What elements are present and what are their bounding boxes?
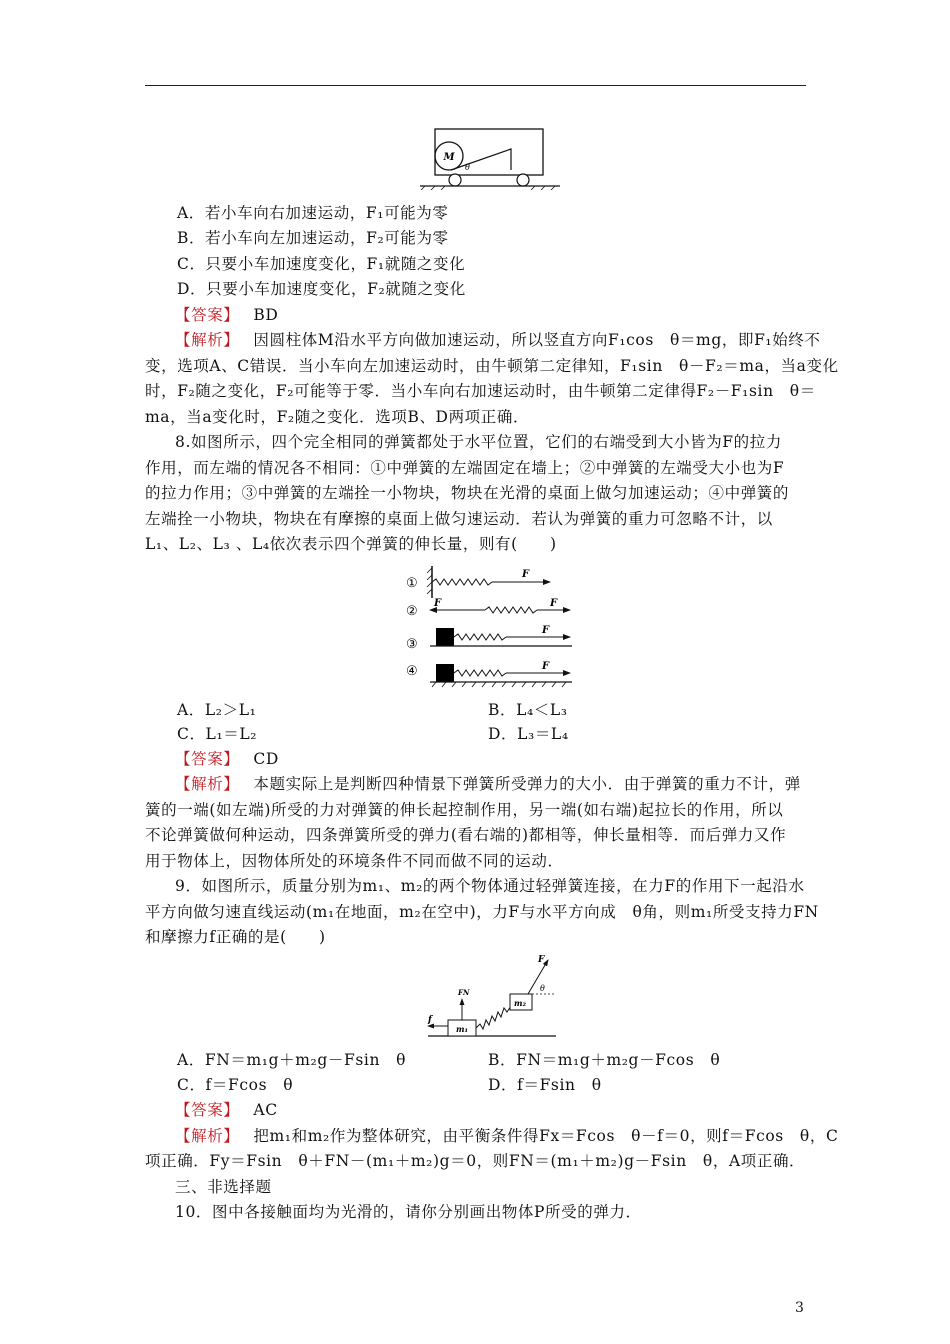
q7-analysis-text-1: 因圆柱体M沿水平方向做加速运动，所以竖直方向F₁cos θ＝mg，即F₁始终不 [253,331,821,349]
q8-analysis-tag: 【解析】 [175,775,240,793]
q8-analysis-line-1 [175,774,855,794]
q8-analysis-line-3: 不论弹簧做何种运动，四条弹簧所受的弹力(看右端的)都相等，伸长量相等．而后弹力又作 [145,826,787,844]
q8-option-b: B．L₄＜L₃ [488,701,568,719]
q7-analysis-line-2: 变，选项A、C错误．当小车向左加速运动时，由牛顿第二定律知，F₁sin θ－F₂＝ma，当a变化 [145,357,839,375]
q8-label-1: ① [406,576,418,591]
q9-stem-line-3: 和摩擦力f正确的是( ) [145,928,326,946]
q8-label-2: ② [406,604,418,619]
q7-analysis-line-4: ma，当a变化时，F₂随之变化．选项B、D两项正确． [145,408,530,426]
q9-analysis-line-2: 项正确．Fy＝Fsin θ＋FN－(m₁＋m₂)g＝0，则FN＝(m₁＋m₂)g－Fsin θ，A项正确． [145,1152,806,1170]
q7-angle-label: θ [465,163,470,172]
q8-force-label-2b: F [550,598,558,609]
section-heading: 三、非选择题 [175,1178,272,1196]
q8-stem-line-4: 左端拴一小物块，物块在有摩擦的桌面上做匀速运动．若认为弹簧的重力可忽略不计，以 [145,510,773,528]
q8-stem-line-5: L₁、L₂、L₃ 、L₄依次表示四个弹簧的伸长量，则有( ) [145,535,557,553]
q8-stem-line-3: 的拉力作用；③中弹簧的左端拴一小物块，物块在光滑的桌面上做匀加速运动；④中弹簧的 [145,484,790,502]
q8-answer-tag: 【答案】 [175,750,240,768]
q7-answer-value: BD [253,306,279,324]
q8-force-label-4: F [542,661,550,672]
q8-stem-line-1: 8.如图所示，四个完全相同的弹簧都处于水平位置，它们的右端受到大小皆为F的拉力 [175,433,782,451]
q8-option-d: D．L₃＝L₄ [488,725,569,743]
q9-m2-label: m₂ [514,998,526,1008]
q8-force-label-3: F [542,625,550,636]
q9-m1-label: m₁ [456,1024,468,1034]
q9-answer-value: AC [253,1101,278,1119]
q7-option-a: A．若小车向右加速运动，F₁可能为零 [177,204,449,222]
q7-ball-label: M [443,152,455,163]
q9-answer [175,1100,855,1120]
q7-analysis-tag: 【解析】 [175,331,240,349]
q8-analysis-line-4: 用于物体上，因物体所处的环境条件不同而做不同的运动． [145,852,564,870]
q8-answer-value: CD [253,750,279,768]
q9-option-b: B．FN＝m₁g＋m₂g－Fcos θ [488,1051,721,1069]
q9-analysis-tag: 【解析】 [175,1127,240,1145]
q7-analysis-line-3: 时，F₂随之变化，F₂可能等于零．当小车向右加速运动时，由牛顿第二定律得F₂－F₁sin θ＝ [145,382,816,400]
q8-analysis-text-1: 本题实际上是判断四种情景下弹簧所受弹力的大小．由于弹簧的重力不计，弹 [253,775,801,793]
q7-answer [175,305,855,325]
q7-analysis-line-1 [175,330,855,350]
q9-theta-label: θ [540,984,545,993]
q9-answer-tag: 【答案】 [175,1101,240,1119]
q10-stem: 10．图中各接触面均为光滑的，请你分别画出物体P所受的弹力． [175,1203,642,1221]
q8-force-label-2a: F [434,598,442,609]
q9-option-a: A．FN＝m₁g＋m₂g－Fsin θ [177,1051,407,1069]
q8-label-4: ④ [406,664,418,679]
q9-f-label: f [428,1015,432,1025]
q9-stem-line-2: 平方向做匀速直线运动(m₁在地面，m₂在空中)，力F与水平方向成 θ角，则m₁所受支持力FN [145,903,819,921]
q7-option-d: D．只要小车加速度变化，F₂就随之变化 [177,280,466,298]
q8-force-label-1: F [522,569,530,580]
q8-springs-figure [400,560,580,690]
q7-answer-tag: 【答案】 [175,306,240,324]
q7-cart-figure [415,125,565,190]
q9-option-d: D．f＝Fsin θ [488,1076,602,1094]
q7-option-b: B．若小车向左加速运动，F₂可能为零 [177,229,449,247]
q7-option-c: C．只要小车加速度变化，F₁就随之变化 [177,255,466,273]
q8-analysis-line-2: 簧的一端(如左端)所受的力对弹簧的伸长起控制作用，另一端(如右端)起拉长的作用，所以 [145,801,784,819]
page-number: 3 [795,1300,804,1316]
q8-option-a: A．L₂＞L₁ [177,701,257,719]
q9-F-label: F [538,955,545,965]
header-rule [145,85,806,86]
q8-answer [175,749,855,769]
q8-stem-line-2: 作用，而左端的情况各不相同：①中弹簧的左端固定在墙上；②中弹簧的左端受大小也为F [145,459,785,477]
q9-stem-line-1: 9．如图所示，质量分别为m₁、m₂的两个物体通过轻弹簧连接，在力F的作用下一起沿水 [175,877,805,895]
q9-blocks-figure [420,950,560,1040]
q9-analysis-text-1: 把m₁和m₂作为整体研究，由平衡条件得Fx＝Fcos θ－f＝0，则f＝Fcos θ，C [253,1127,839,1145]
q9-analysis-line-1 [175,1126,855,1146]
q9-option-c: C．f＝Fcos θ [177,1076,294,1094]
q8-option-c: C．L₁＝L₂ [177,725,258,743]
q8-label-3: ③ [406,637,418,652]
q9-fn-label: FN [458,988,470,997]
